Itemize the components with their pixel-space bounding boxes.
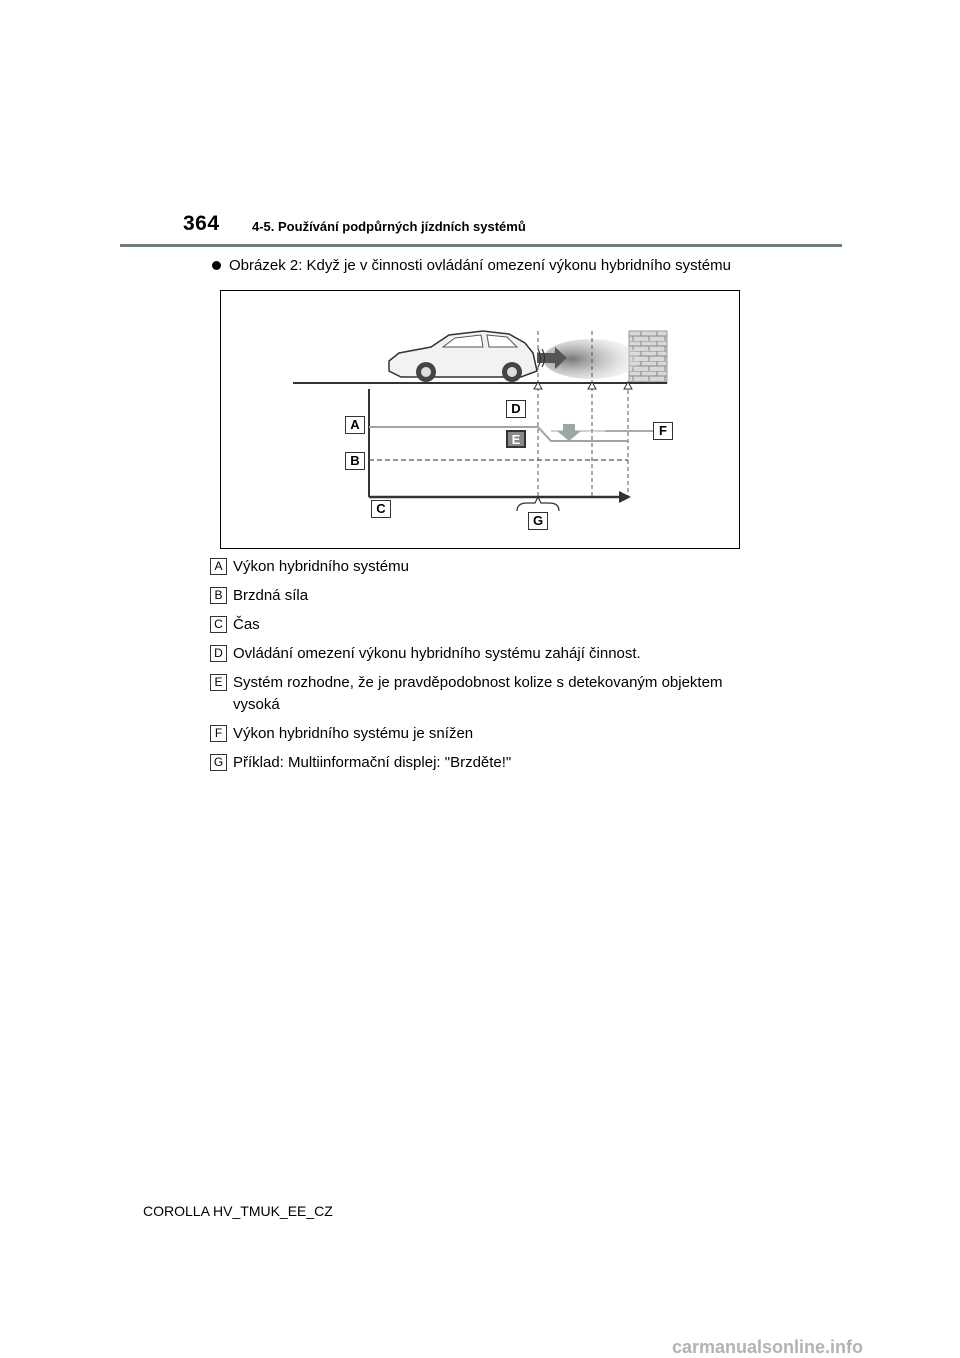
legend-item [210,672,770,716]
legend-key: E [210,674,227,691]
label-d: D [506,400,526,418]
legend-key: C [210,616,227,633]
legend-text: Příklad: Multiinformační displej: "Brzděte!" [233,754,512,771]
legend-text: Výkon hybridního systému je snížen [233,725,474,742]
watermark: carmanualsonline.info [672,1337,864,1357]
legend-key: B [210,587,227,604]
section-title: 4-5. Používání podpůrných jízdních systémů [252,219,526,234]
label-a: A [345,416,365,434]
page-number: 364 [183,212,220,235]
label-f: F [653,422,673,440]
figure-caption-text: Obrázek 2: Když je v činnosti ovládání omezení výkonu hybridního systému [229,257,731,274]
legend-item [210,585,770,607]
legend-text: Čas [233,616,260,633]
diagram-illustration [221,291,741,550]
legend-text: Brzdná síla [233,587,309,604]
label-e: E [506,430,526,448]
label-c: C [371,500,391,518]
car-icon [389,331,537,382]
legend-text: Výkon hybridního systému [233,558,409,575]
legend-item [210,614,770,636]
legend-item [210,556,770,578]
figure-caption [212,257,731,274]
legend-item [210,723,770,745]
bullet-icon [212,261,221,270]
legend-item [210,752,770,774]
footer-document-code: COROLLA HV_TMUK_EE_CZ [143,1203,333,1219]
legend-key: D [210,645,227,662]
figure-box [220,290,740,549]
label-g: G [528,512,548,530]
legend-key: A [210,558,227,575]
legend-key: G [210,754,227,771]
legend-text: Systém rozhodne, že je pravděpodobnost kolize s detekovaným objektem vysoká [233,674,723,713]
legend-key: F [210,725,227,742]
legend-text: Ovládání omezení výkonu hybridního systému zahájí činnost. [233,645,641,662]
legend-item [210,643,770,665]
header-rule [120,244,842,247]
legend-list [210,556,770,781]
label-b: B [345,452,365,470]
